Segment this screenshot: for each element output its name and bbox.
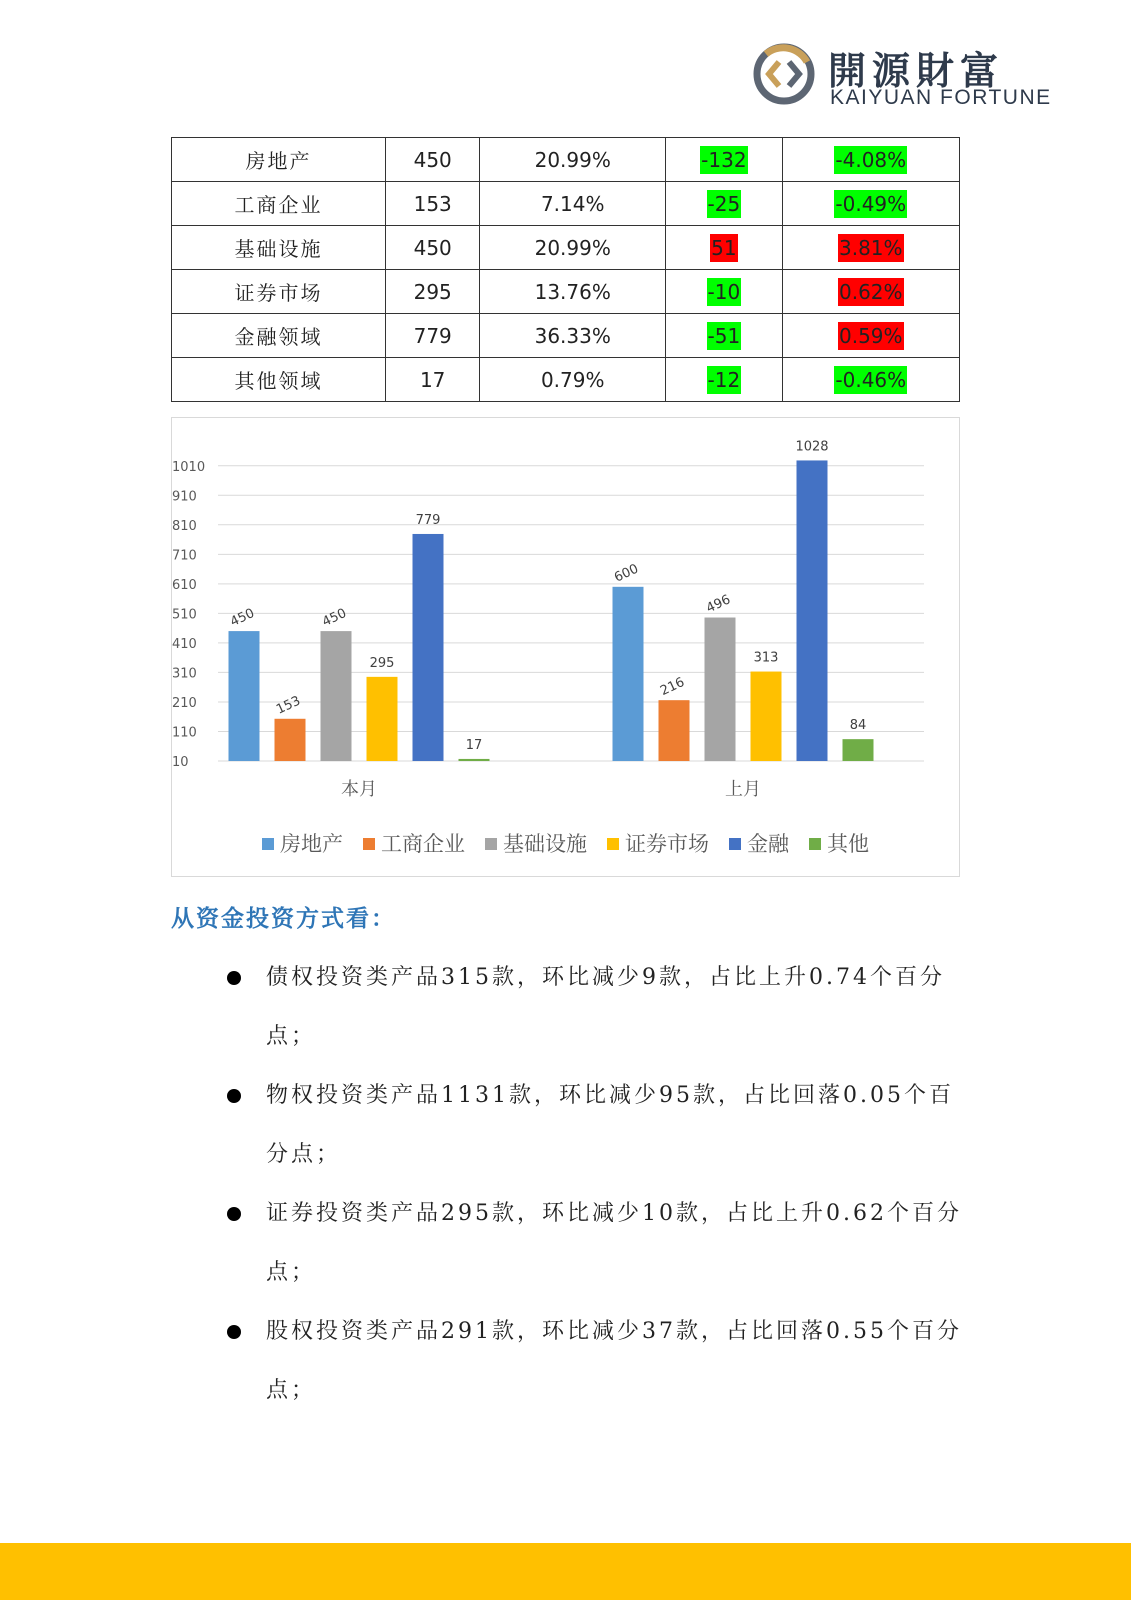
footer-bar (0, 1543, 1131, 1600)
bar (413, 534, 444, 761)
cell-change (666, 358, 782, 402)
y-tick-label: 310 (172, 666, 197, 682)
table-row (172, 314, 960, 358)
data-label: 600 (612, 561, 641, 586)
table-row (172, 226, 960, 270)
cell-count (386, 358, 480, 402)
y-tick-label: 710 (172, 548, 197, 564)
cell-share (480, 270, 666, 314)
bullet-item (0, 948, 966, 1066)
legend-label: 房地产 (280, 832, 343, 856)
cell-count-value: 450 (413, 235, 452, 260)
logo-name-cn: 開源財富 (828, 48, 1005, 93)
data-label: 295 (369, 655, 395, 671)
legend-item (607, 828, 709, 858)
data-label: 496 (704, 592, 733, 617)
cell-category-value: 金融领域 (234, 325, 323, 349)
bar (797, 460, 828, 761)
data-label: 450 (320, 605, 349, 630)
y-tick-label: 110 (172, 725, 197, 741)
bar (613, 587, 644, 761)
cell-share-change (782, 138, 959, 182)
y-tick-label: 810 (172, 518, 197, 534)
section-title: 从资金投资方式看： (171, 905, 396, 932)
data-label: 17 (465, 737, 483, 753)
bar (751, 672, 782, 761)
legend-label: 工商企业 (381, 832, 465, 856)
data-label: 84 (849, 718, 867, 734)
cell-share-value: 20.99% (534, 147, 611, 172)
bar (367, 677, 398, 761)
bullet-text: 股权投资类产品291款，环比减少37款，占比回落0.55个百分点； (266, 1319, 962, 1403)
cell-category-value: 房地产 (245, 149, 312, 173)
cell-share-change (782, 314, 959, 358)
bullet-item (0, 1066, 966, 1184)
cell-count (386, 226, 480, 270)
legend-item (485, 828, 587, 858)
cell-count-value: 295 (413, 279, 452, 304)
bullet-text: 证券投资类产品295款，环比减少10款，占比上升0.62个百分点； (266, 1201, 962, 1285)
cell-change-value: 51 (711, 235, 737, 260)
legend-swatch-icon (262, 838, 274, 850)
cell-share-change (782, 270, 959, 314)
table-row (172, 182, 960, 226)
logo-mark-icon (752, 42, 816, 106)
cell-share (480, 138, 666, 182)
cell-share-change (782, 358, 959, 402)
y-tick-label: 910 (172, 489, 197, 505)
cell-count-value: 153 (413, 191, 452, 216)
cell-share-change-value: 3.81% (839, 235, 903, 260)
cell-share-change-value: -0.49% (835, 191, 907, 216)
table-row (172, 270, 960, 314)
cell-change-value: -132 (701, 147, 747, 172)
y-tick-label: 410 (172, 636, 197, 652)
cell-category-value: 基础设施 (234, 237, 323, 261)
cell-change-value: -25 (707, 191, 741, 216)
cell-category-value: 工商企业 (234, 193, 323, 217)
cell-share-value: 7.14% (540, 191, 605, 216)
x-category-label: 本月 (341, 779, 377, 800)
legend-item (262, 828, 343, 858)
legend-label: 其他 (827, 832, 869, 856)
bar (275, 719, 306, 761)
cell-change (666, 182, 782, 226)
bullet-dot-icon (227, 1089, 241, 1103)
y-tick-label: 610 (172, 577, 197, 593)
cell-change-value: -12 (707, 367, 741, 392)
logo-name-en: KAIYUAN FORTUNE (830, 86, 1052, 109)
data-label: 153 (274, 693, 303, 718)
cell-count-value: 450 (413, 147, 452, 172)
cell-change (666, 226, 782, 270)
brand-logo (752, 40, 1052, 110)
bar-chart-svg (172, 418, 961, 818)
cell-category-value: 证券市场 (234, 281, 323, 305)
cell-share-value: 13.76% (534, 279, 611, 304)
y-tick-label: 210 (172, 695, 197, 711)
data-label: 779 (415, 512, 441, 528)
category-table (171, 137, 960, 402)
cell-share (480, 182, 666, 226)
cell-share-change-value: 0.62% (839, 279, 903, 304)
bullet-list (0, 948, 1131, 1420)
bullet-text: 物权投资类产品1131款，环比减少95款，占比回落0.05个百分点； (266, 1083, 954, 1167)
cell-share-change-value: -0.46% (835, 367, 907, 392)
y-tick-label: 10 (172, 755, 189, 770)
bullet-dot-icon (227, 971, 241, 985)
cell-count (386, 138, 480, 182)
bullet-item (0, 1302, 966, 1420)
legend-item (809, 828, 869, 858)
cell-share-change (782, 226, 959, 270)
data-label: 216 (658, 674, 687, 700)
cell-change-value: -10 (707, 279, 741, 304)
cell-count (386, 314, 480, 358)
cell-share-change-value: 0.59% (839, 323, 903, 348)
cell-share (480, 314, 666, 358)
bar (229, 631, 260, 761)
bar (459, 759, 490, 761)
cell-category (172, 182, 386, 226)
cell-change (666, 270, 782, 314)
bullet-text: 债权投资类产品315款，环比减少9款，占比上升0.74个百分点； (266, 965, 945, 1049)
cell-share-change-value: -4.08% (835, 147, 907, 172)
data-label: 450 (228, 605, 257, 630)
bar (705, 618, 736, 761)
data-label: 1028 (795, 439, 829, 455)
cell-category (172, 270, 386, 314)
table-row (172, 138, 960, 182)
legend-item (363, 828, 465, 858)
chart-legend (172, 828, 959, 858)
cell-change (666, 138, 782, 182)
y-tick-label: 510 (172, 607, 197, 623)
cell-count-value: 17 (419, 367, 446, 392)
bullet-dot-icon (227, 1325, 241, 1339)
cell-change (666, 314, 782, 358)
cell-category (172, 358, 386, 402)
legend-swatch-icon (809, 838, 821, 850)
legend-swatch-icon (363, 838, 375, 850)
x-category-label: 上月 (725, 779, 761, 800)
legend-swatch-icon (729, 838, 741, 850)
table-row (172, 358, 960, 402)
legend-label: 证券市场 (625, 832, 709, 856)
bullet-item (0, 1184, 966, 1302)
legend-label: 基础设施 (503, 832, 587, 856)
legend-swatch-icon (607, 838, 619, 850)
y-tick-label: 1010 (172, 459, 206, 475)
bar-chart (171, 417, 960, 877)
cell-count-value: 779 (413, 323, 452, 348)
cell-change-value: -51 (707, 323, 741, 348)
cell-category (172, 138, 386, 182)
cell-category (172, 314, 386, 358)
cell-share (480, 226, 666, 270)
cell-category (172, 226, 386, 270)
cell-category-value: 其他领域 (234, 369, 323, 393)
legend-swatch-icon (485, 838, 497, 850)
legend-label: 金融 (747, 832, 789, 856)
legend-item (729, 828, 789, 858)
cell-share-value: 0.79% (540, 367, 605, 392)
cell-share-value: 36.33% (534, 323, 611, 348)
bar (843, 739, 874, 761)
cell-count (386, 182, 480, 226)
bullet-dot-icon (227, 1207, 241, 1221)
data-label: 313 (753, 650, 779, 666)
bar (321, 631, 352, 761)
cell-share-value: 20.99% (534, 235, 611, 260)
cell-share-change (782, 182, 959, 226)
cell-count (386, 270, 480, 314)
cell-share (480, 358, 666, 402)
bar (659, 700, 690, 761)
